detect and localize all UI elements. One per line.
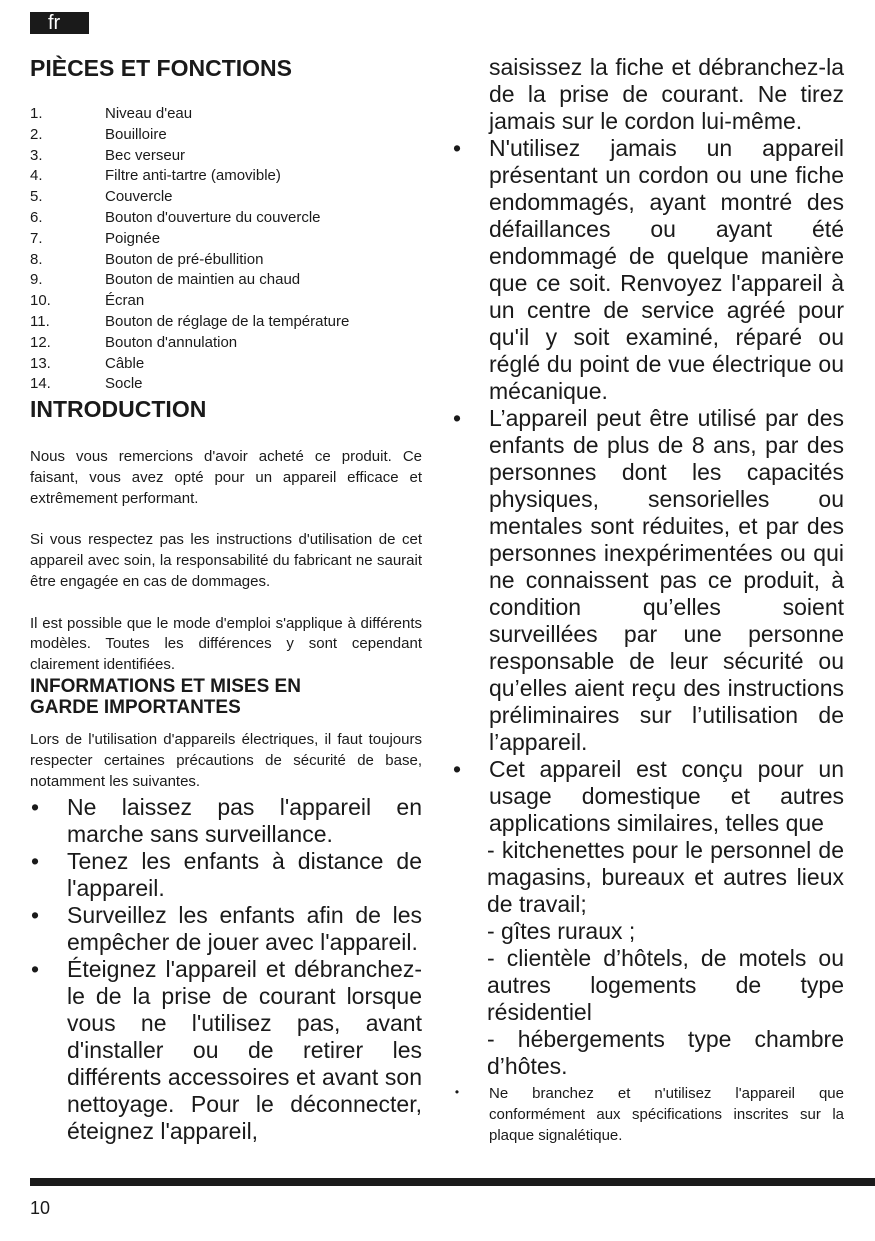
part-number: 12. [30, 333, 51, 351]
part-label: Câble [105, 354, 145, 372]
bullet-icon: • [30, 794, 40, 821]
part-label: Écran [105, 292, 145, 310]
part-row [30, 250, 422, 271]
safety-item-text: Éteignez l'appareil et débranchez-le de la prise de courant lorsque vous ne l'utilisez pas, avant d'installer ou de retirer les différents accessoires et avant son nettoyage. Pour le déconnecter, éteignez l'appareil, [67, 956, 422, 1145]
part-label: Bouton d'annulation [105, 333, 238, 351]
parts-list [30, 104, 422, 395]
usage-subitem: - hébergements type chambre d’hôtes. [487, 1026, 844, 1079]
part-number: 2. [30, 125, 43, 143]
introduction-title: INTRODUCTION [30, 396, 207, 423]
safety-list-right [452, 135, 844, 1080]
part-number: 13. [30, 354, 51, 372]
right-column [452, 54, 844, 1146]
part-number: 8. [30, 250, 43, 268]
part-number: 7. [30, 229, 43, 247]
usage-subitem: - clientèle d’hôtels, de motels ou autres logements de type résidentiel [487, 945, 844, 1025]
safety-item-text: Surveillez les enfants afin de les empêcher de jouer avec l'appareil. [67, 902, 422, 956]
intro-paragraph: Nous vous remercions d'avoir acheté ce produit. Ce faisant, vous avez opté pour un appareil efficace et extrêmement performant. [30, 448, 422, 507]
safety-item [452, 405, 844, 756]
bullet-icon: • [452, 756, 462, 782]
part-number: 11. [30, 312, 50, 330]
part-label: Bouton de pré-ébullition [105, 250, 264, 268]
safety-item-text: L’appareil peut être utilisé par des enfants de plus de 8 ans, par des personnes dont les capacités physiques, sensorielles ou mentales sont réduites, et par des personnes inexpérimentées ou qui ne connaissent pas ce produit, à condition qu’elles soient surveillées par une personne responsable de leur sécurité ou qu’elles aient reçu des instructions préliminaires sur l’utilisation de l’appareil. [489, 405, 844, 755]
bullet-icon: • [30, 848, 40, 875]
part-number: 5. [30, 188, 43, 206]
intro-paragraph: Il est possible que le mode d'emploi s'applique à différents modèles. Toutes les différences y sont cependant clairement identifiées. [30, 614, 422, 674]
part-label: Niveau d'eau [105, 105, 193, 122]
part-number: 9. [30, 271, 43, 289]
part-label: Bouton d'ouverture du couvercle [105, 208, 321, 226]
part-row [30, 104, 422, 125]
bullet-icon: • [30, 956, 40, 983]
safety-item-text: N'utilisez jamais un appareil présentant un cordon ou une fiche endommagés, ayant montré des défaillances ou ayant été endommagé de quelque manière que ce soit. Renvoyez l'appareil à un centre de service agréé pour qu'il y soit examiné, réparé ou réglé du point de vue électrique ou mécanique. [489, 135, 844, 404]
safety-title-line: INFORMATIONS ET MISES EN [30, 675, 301, 697]
part-label: Bec verseur [105, 146, 186, 164]
safety-item-text: Ne laissez pas l'appareil en marche sans surveillance. [67, 794, 422, 848]
intro-paragraph: Si vous respectez pas les instructions d'utilisation de cet appareil avec soin, la responsabilité du fabricant ne saurait être engagée en cas de dommages. [30, 531, 422, 590]
part-label: Couvercle [105, 188, 173, 206]
part-row [30, 146, 422, 167]
part-number: 6. [30, 208, 43, 226]
safety-item-text: Cet appareil est conçu pour un usage domestique et autres applications similaires, telles que [489, 756, 844, 836]
safety-list-left [30, 794, 422, 1145]
part-row [30, 166, 422, 187]
part-row [30, 291, 422, 312]
part-label: Filtre anti-tartre (amovible) [105, 167, 281, 185]
parts-title: PIÈCES ET FONCTIONS [30, 55, 292, 81]
bullet-icon: • [452, 405, 462, 431]
safety-item [452, 756, 844, 1080]
language-tab: fr [30, 12, 89, 34]
part-number: 14. [30, 375, 51, 393]
bullet-icon: • [452, 135, 462, 161]
part-row [30, 208, 422, 229]
bullet-icon: • [454, 1085, 460, 1099]
part-row [30, 312, 422, 333]
part-row [30, 270, 422, 291]
part-label: Bouton de maintien au chaud [105, 271, 301, 289]
safety-title [30, 676, 422, 718]
part-number: 4. [30, 167, 43, 185]
part-label: Bouilloire [105, 125, 167, 143]
part-number: 3. [30, 146, 43, 164]
part-row [30, 187, 422, 208]
usage-subitem: - kitchenettes pour le personnel de magasins, bureaux et autres lieux de travail; [487, 837, 844, 917]
left-column [30, 54, 422, 1145]
part-row [30, 354, 422, 375]
part-label: Bouton de réglage de la température [105, 312, 350, 330]
page-number: 10 [30, 1198, 51, 1218]
usage-subitem: - gîtes ruraux ; [487, 918, 636, 944]
safety-item [30, 902, 422, 956]
safety-item [452, 135, 844, 405]
part-label: Poignée [105, 229, 161, 247]
safety-intro: Lors de l'utilisation d'appareils électriques, il faut toujours respecter certaines précautions de sécurité de base, notamment les suivantes. [30, 730, 422, 790]
footer-rule [30, 1178, 875, 1186]
safety-item [30, 956, 422, 1145]
part-number: 1. [30, 105, 43, 122]
bullet-icon: • [30, 902, 40, 929]
safety-item-text: Tenez les enfants à distance de l'appareil. [67, 848, 422, 902]
safety-item [30, 794, 422, 848]
safety-title-line: GARDE IMPORTANTES [30, 696, 241, 718]
safety-item-continuation: saisissez la fiche et débranchez-la de la prise de courant. Ne tirez jamais sur le cordon lui-même. [489, 54, 844, 134]
part-number: 10. [30, 292, 51, 310]
part-row [30, 125, 422, 146]
safety-item-text: Ne branchez et n'utilisez l'appareil que conformément aux spécifications inscrites sur la plaque signalétique. [489, 1085, 844, 1144]
part-row [30, 333, 422, 354]
part-row [30, 229, 422, 250]
safety-item [30, 848, 422, 902]
safety-list-small [452, 1084, 844, 1146]
safety-item [452, 1084, 844, 1146]
part-label: Socle [105, 375, 143, 393]
part-row [30, 374, 422, 395]
